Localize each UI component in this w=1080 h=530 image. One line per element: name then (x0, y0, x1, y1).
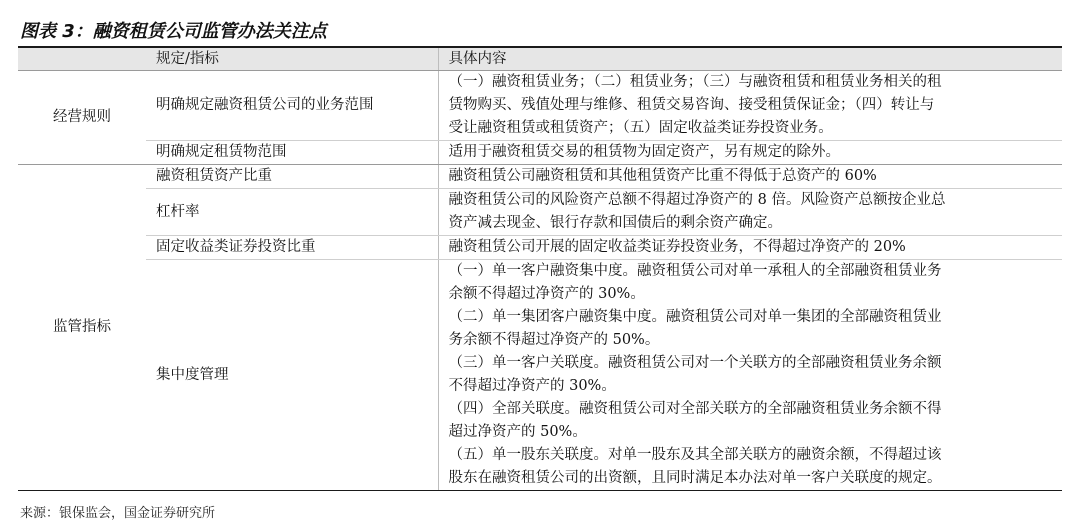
table-row (18, 141, 1062, 165)
content-line: （三）单一客户关联度。融资租赁公司对一个关联方的全部融资租赁业务余额 (448, 355, 942, 371)
content-line: 融资租赁公司开展的固定收益类证券投资业务，不得超过净资产的 20% (448, 239, 906, 255)
content-line: 受让融资租赁或租赁资产；（五）固定收益类证券投资业务。 (448, 120, 833, 136)
item-cell: 融资租赁资产比重 (146, 165, 438, 189)
content-line: 融资租赁公司融资租赁和其他租赁资产比重不得低于总资产的 60% (448, 168, 877, 184)
content-cell (438, 189, 1062, 236)
content-line: 股东在融资租赁公司的出资额，且同时满足本办法对单一客户关联度的规定。 (448, 470, 942, 486)
content-line: 适用于融资租赁交易的租赁物为固定资产，另有规定的除外。 (448, 144, 840, 160)
content-line: 赁物购买、残值处理与维修、租赁交易咨询、接受租赁保证金；（四）转让与 (448, 97, 935, 113)
category-operating-rules: 经营规则 (18, 71, 146, 165)
content-line: 务余额不得超过净资产的 50%。 (448, 332, 660, 348)
table-row (18, 165, 1062, 189)
table-row (18, 189, 1062, 236)
content-cell (438, 236, 1062, 260)
regulation-table (18, 48, 1062, 491)
content-cell (438, 71, 1062, 141)
item-cell: 明确规定租赁物范围 (146, 141, 438, 165)
content-line: 资产减去现金、银行存款和国债后的剩余资产确定。 (448, 215, 782, 231)
category-regulatory-indicators: 监管指标 (18, 165, 146, 491)
item-cell: 杠杆率 (146, 189, 438, 236)
header-category (18, 48, 146, 71)
table-header-row (18, 48, 1062, 71)
content-line: 不得超过净资产的 30%。 (448, 378, 616, 394)
title-bar (18, 12, 1062, 48)
content-cell (438, 141, 1062, 165)
content-line: （五）单一股东关联度。对单一股东及其全部关联方的融资余额，不得超过该 (448, 447, 942, 463)
table-row (18, 71, 1062, 141)
content-line: （四）全部关联度。融资租赁公司对全部关联方的全部融资租赁业务余额不得 (448, 401, 942, 417)
content-line: 超过净资产的 50%。 (448, 424, 587, 440)
header-item: 规定/指标 (146, 48, 438, 71)
content-cell (438, 260, 1062, 491)
content-line: （一）融资租赁业务；（二）租赁业务；（三）与融资租赁和租赁业务相关的租 (448, 74, 942, 90)
content-cell (438, 165, 1062, 189)
content-line: 余额不得超过净资产的 30%。 (448, 286, 645, 302)
item-cell: 集中度管理 (146, 260, 438, 491)
item-cell: 明确规定融资租赁公司的业务范围 (146, 71, 438, 141)
figure-title: 图表 3：融资租赁公司监管办法关注点 (20, 21, 327, 42)
header-content: 具体内容 (438, 48, 1062, 71)
item-cell: 固定收益类证券投资比重 (146, 236, 438, 260)
content-line: （二）单一集团客户融资集中度。融资租赁公司对单一集团的全部融资租赁业 (448, 309, 942, 325)
source-note: 来源：银保监会，国金证券研究所 (20, 506, 216, 521)
content-line: （一）单一客户融资集中度。融资租赁公司对单一承租人的全部融资租赁业务 (448, 263, 942, 279)
table-row (18, 260, 1062, 491)
content-line: 融资租赁公司的风险资产总额不得超过净资产的 8 倍。风险资产总额按企业总 (448, 192, 946, 208)
table-row (18, 236, 1062, 260)
